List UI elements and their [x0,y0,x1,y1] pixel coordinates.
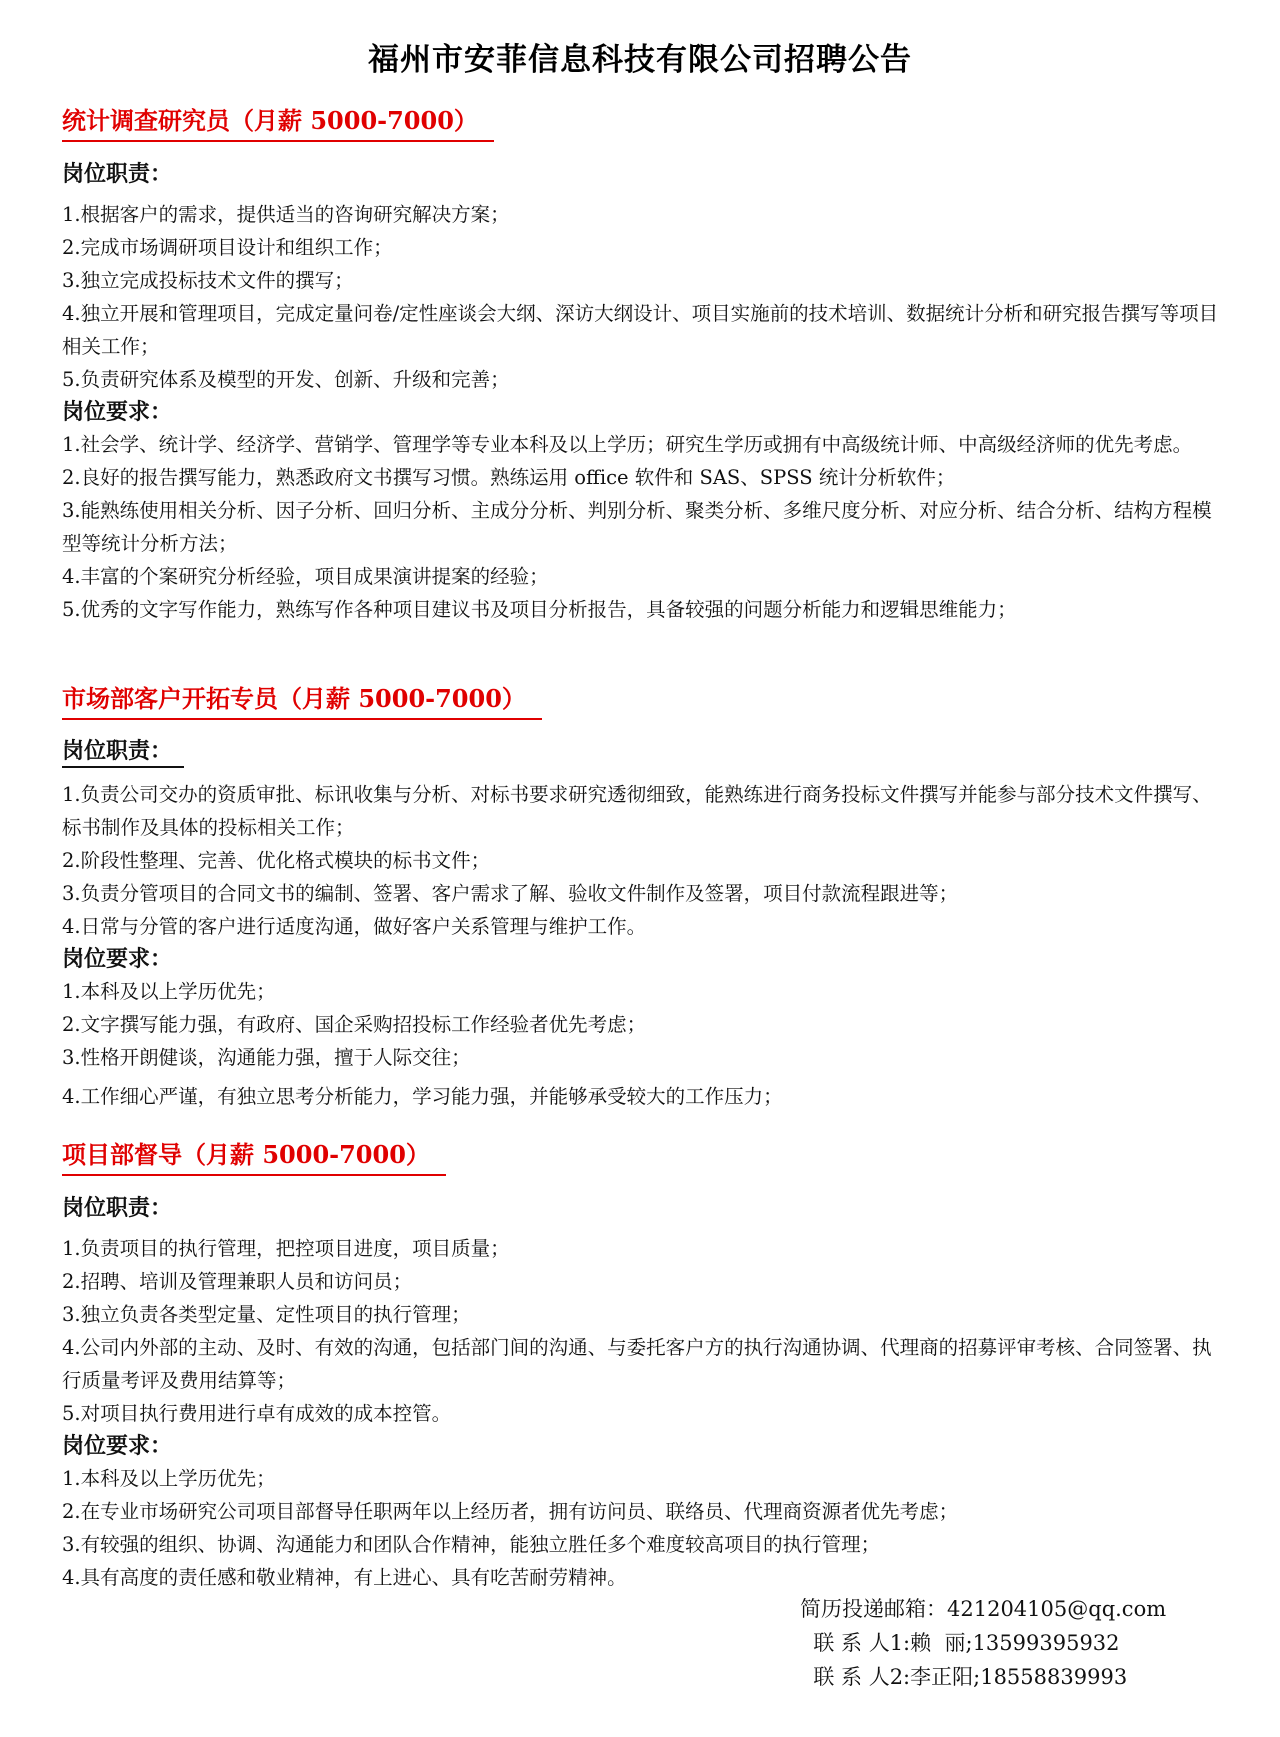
requirement-item: 4.丰富的个案研究分析经验，项目成果演讲提案的经验； [62,565,549,588]
requirements-heading: 岗位要求： [62,946,173,972]
requirement-item: 3.性格开朗健谈，沟通能力强，擅于人际交往； [62,1046,471,1069]
requirement-item: 2.良好的报告撰写能力，熟悉政府文书撰写习惯。熟练运用 office 软件和 SAS、SPSS 统计分析软件； [62,466,956,489]
job-heading: 统计调查研究员（月薪 5000-7000） [62,106,494,142]
duty-item: 3.独立完成投标技术文件的撰写； [62,269,354,292]
duty-item: 1.负责公司交办的资质审批、标讯收集与分析、对标书要求研究透彻细致，能熟练进行商务投标文件撰写并能参与部分技术文件撰写、标书制作及具体的投标相关工作； [62,783,1212,839]
duty-item: 3.独立负责各类型定量、定性项目的执行管理； [62,1303,471,1326]
page-title: 福州市安菲信息科技有限公司招聘公告 [368,42,912,78]
duties-heading: 岗位职责： [62,736,184,768]
resume-email: 简历投递邮箱：421204105@qq.com [800,1597,1167,1621]
duty-item: 5.负责研究体系及模型的开发、创新、升级和完善； [62,368,510,391]
requirement-item: 1.社会学、统计学、经济学、营销学、管理学等专业本科及以上学历；研究生学历或拥有中高级统计师、中高级经济师的优先考虑。 [62,433,1193,456]
job-section-market-development [62,684,1222,1113]
duty-item: 4.公司内外部的主动、及时、有效的沟通，包括部门间的沟通、与委托客户方的执行沟通协调、代理商的招募评审考核、合同签署、执行质量考评及费用结算等； [62,1336,1212,1392]
duty-item: 3.负责分管项目的合同文书的编制、签署、客户需求了解、验收文件制作及签署，项目付款流程跟进等； [62,882,959,905]
requirement-item: 5.优秀的文字写作能力，熟练写作各种项目建议书及项目分析报告，具备较强的问题分析能力和逻辑思维能力； [62,598,1017,621]
contact-person-2: 联 系 人2:李正阳;18558839993 [800,1665,1128,1689]
contact-info [800,1592,1166,1694]
duties-heading: 岗位职责： [62,1195,173,1221]
job-section-project-supervisor [62,1140,1222,1594]
duty-item: 2.招聘、培训及管理兼职人员和访问员； [62,1270,413,1293]
requirement-item: 1.本科及以上学历优先； [62,980,276,1003]
job-heading: 项目部督导（月薪 5000-7000） [62,1140,446,1176]
duty-item: 1.负责项目的执行管理，把控项目进度，项目质量； [62,1237,510,1260]
requirement-item: 3.有较强的组织、协调、沟通能力和团队合作精神，能独立胜任多个难度较高项目的执行管理； [62,1533,881,1556]
requirement-item: 4.工作细心严谨，有独立思考分析能力，学习能力强，并能够承受较大的工作压力； [62,1085,783,1108]
requirement-item: 2.在专业市场研究公司项目部督导任职两年以上经历者，拥有访问员、联络员、代理商资源者优先考虑； [62,1500,959,1523]
duty-item: 5.对项目执行费用进行卓有成效的成本控管。 [62,1402,452,1425]
requirement-item: 2.文字撰写能力强，有政府、国企采购招投标工作经验者优先考虑； [62,1013,647,1036]
duties-heading: 岗位职责： [62,161,173,187]
job-heading: 市场部客户开拓专员（月薪 5000-7000） [62,684,542,720]
duty-item: 4.日常与分管的客户进行适度沟通，做好客户关系管理与维护工作。 [62,915,647,938]
requirement-item: 3.能熟练使用相关分析、因子分析、回归分析、主成分分析、判别分析、聚类分析、多维尺度分析、对应分析、结合分析、结构方程模型等统计分析方法； [62,499,1212,555]
requirement-item: 4.具有高度的责任感和敬业精神，有上进心、具有吃苦耐劳精神。 [62,1566,627,1589]
contact-person-1: 联 系 人1:赖 丽;13599395932 [800,1631,1120,1655]
requirements-heading: 岗位要求： [62,399,173,425]
duty-item: 1.根据客户的需求，提供适当的咨询研究解决方案； [62,203,510,226]
duty-item: 2.完成市场调研项目设计和组织工作； [62,236,393,259]
requirement-item: 1.本科及以上学历优先； [62,1467,276,1490]
requirements-heading: 岗位要求： [62,1433,173,1459]
duty-item: 4.独立开展和管理项目，完成定量问卷/定性座谈会大纲、深访大纲设计、项目实施前的技术培训、数据统计分析和研究报告撰写等项目相关工作； [62,302,1219,358]
duty-item: 2.阶段性整理、完善、优化格式模块的标书文件； [62,849,491,872]
job-section-statistics-researcher [62,106,1222,626]
